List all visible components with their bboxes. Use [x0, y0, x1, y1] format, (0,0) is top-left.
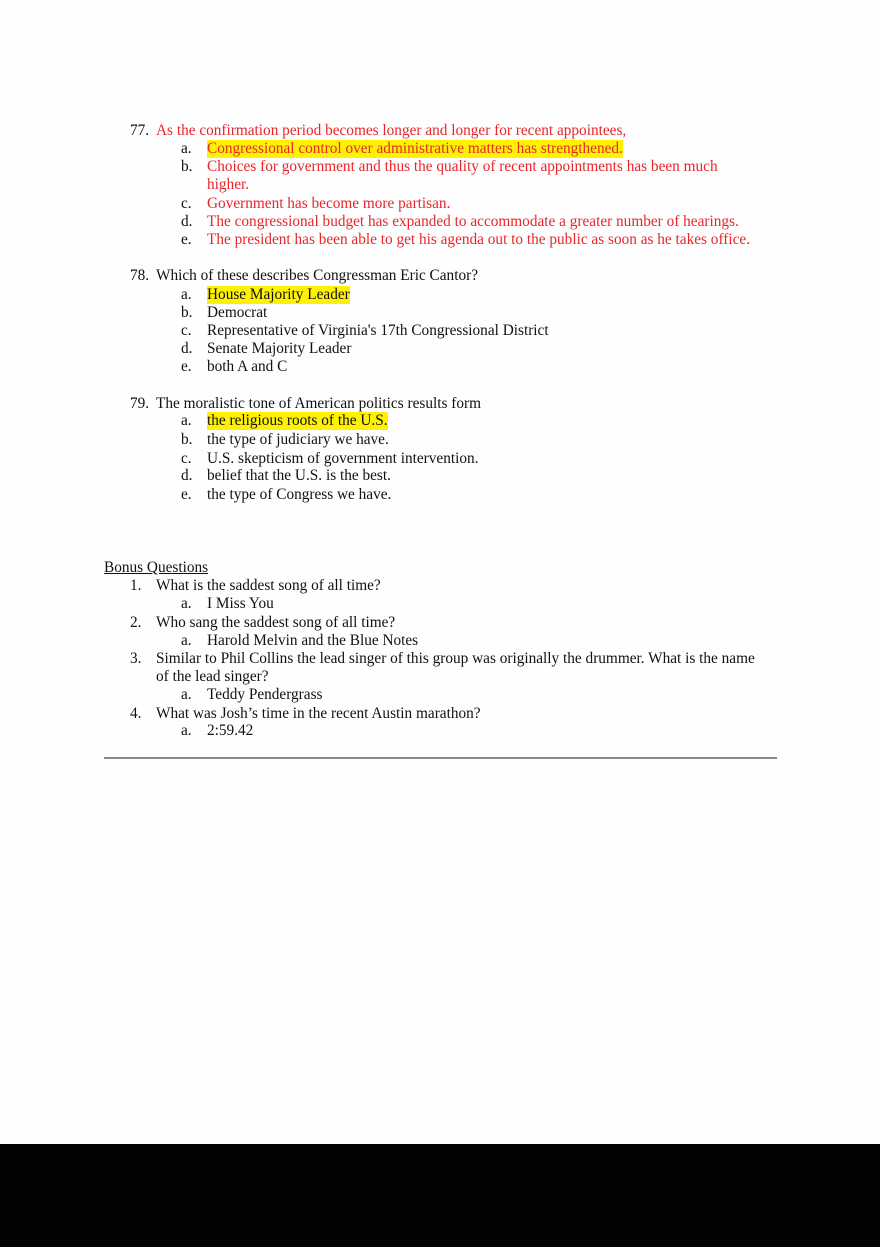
- option-text: The congressional budget has expanded to accommodate a greater number of hearings.: [207, 213, 739, 230]
- option-letter: c.: [181, 195, 192, 212]
- option-letter: d.: [181, 467, 193, 484]
- question-number: 78.: [130, 267, 150, 284]
- bonus-answer-letter: a.: [181, 722, 192, 739]
- option-letter: b.: [181, 431, 193, 448]
- question-number: 79.: [130, 395, 150, 412]
- bottom-black-band: [0, 1144, 880, 1247]
- option-text-continuation: higher.: [207, 176, 250, 193]
- question-text: Which of these describes Congressman Eric Cantor?: [156, 267, 478, 284]
- option-letter: b.: [181, 304, 193, 321]
- option-text-highlighted: House Majority Leader: [207, 286, 350, 303]
- bonus-number: 4.: [130, 705, 142, 722]
- option-letter: e.: [181, 358, 192, 375]
- question-number: 77.: [130, 122, 150, 139]
- bonus-answer-letter: a.: [181, 632, 192, 649]
- option-letter: c.: [181, 322, 192, 339]
- option-text: The president has been able to get his agenda out to the public as soon as he takes office.: [207, 231, 751, 248]
- bonus-answer-text: I Miss You: [207, 595, 274, 612]
- option-text-highlighted: Congressional control over administrative matters has strengthened.: [207, 140, 623, 157]
- question-text: The moralistic tone of American politics results form: [156, 395, 481, 412]
- option-text: the type of judiciary we have.: [207, 431, 389, 448]
- option-letter: e.: [181, 231, 192, 248]
- bonus-answer-text: 2:59.42: [207, 722, 254, 739]
- bonus-title: Bonus Questions: [104, 559, 209, 576]
- bonus-question-text-continuation: of the lead singer?: [156, 668, 269, 685]
- horizontal-rule: [104, 757, 777, 759]
- bonus-number: 2.: [130, 614, 142, 631]
- bonus-question-text: What is the saddest song of all time?: [156, 577, 381, 594]
- option-text-highlighted: the religious roots of the U.S.: [207, 412, 388, 429]
- option-text: Democrat: [207, 304, 268, 321]
- bonus-question-text: What was Josh’s time in the recent Austin marathon?: [156, 705, 481, 722]
- option-text: Choices for government and thus the quality of recent appointments has been much: [207, 158, 718, 175]
- option-letter: b.: [181, 158, 193, 175]
- bonus-number: 3.: [130, 650, 142, 667]
- option-letter: d.: [181, 340, 193, 357]
- option-text: U.S. skepticism of government intervention.: [207, 450, 479, 467]
- option-letter: a.: [181, 286, 192, 303]
- bonus-number: 1.: [130, 577, 142, 594]
- question-text: As the confirmation period becomes longer and longer for recent appointees,: [156, 122, 627, 139]
- bonus-question-text: Similar to Phil Collins the lead singer of this group was originally the drummer. What is the name: [156, 650, 755, 667]
- option-text: the type of Congress we have.: [207, 486, 392, 503]
- option-text: Government has become more partisan.: [207, 195, 451, 212]
- option-letter: a.: [181, 412, 192, 429]
- option-letter: a.: [181, 140, 192, 157]
- option-letter: c.: [181, 450, 192, 467]
- option-text: Representative of Virginia's 17th Congressional District: [207, 322, 549, 339]
- option-text: belief that the U.S. is the best.: [207, 467, 391, 484]
- bonus-answer-text: Harold Melvin and the Blue Notes: [207, 632, 419, 649]
- option-letter: d.: [181, 213, 193, 230]
- option-text: both A and C: [207, 358, 288, 375]
- bonus-answer-letter: a.: [181, 686, 192, 703]
- option-letter: e.: [181, 486, 192, 503]
- option-text: Senate Majority Leader: [207, 340, 352, 357]
- bonus-question-text: Who sang the saddest song of all time?: [156, 614, 396, 631]
- bonus-answer-letter: a.: [181, 595, 192, 612]
- bonus-answer-text: Teddy Pendergrass: [207, 686, 323, 703]
